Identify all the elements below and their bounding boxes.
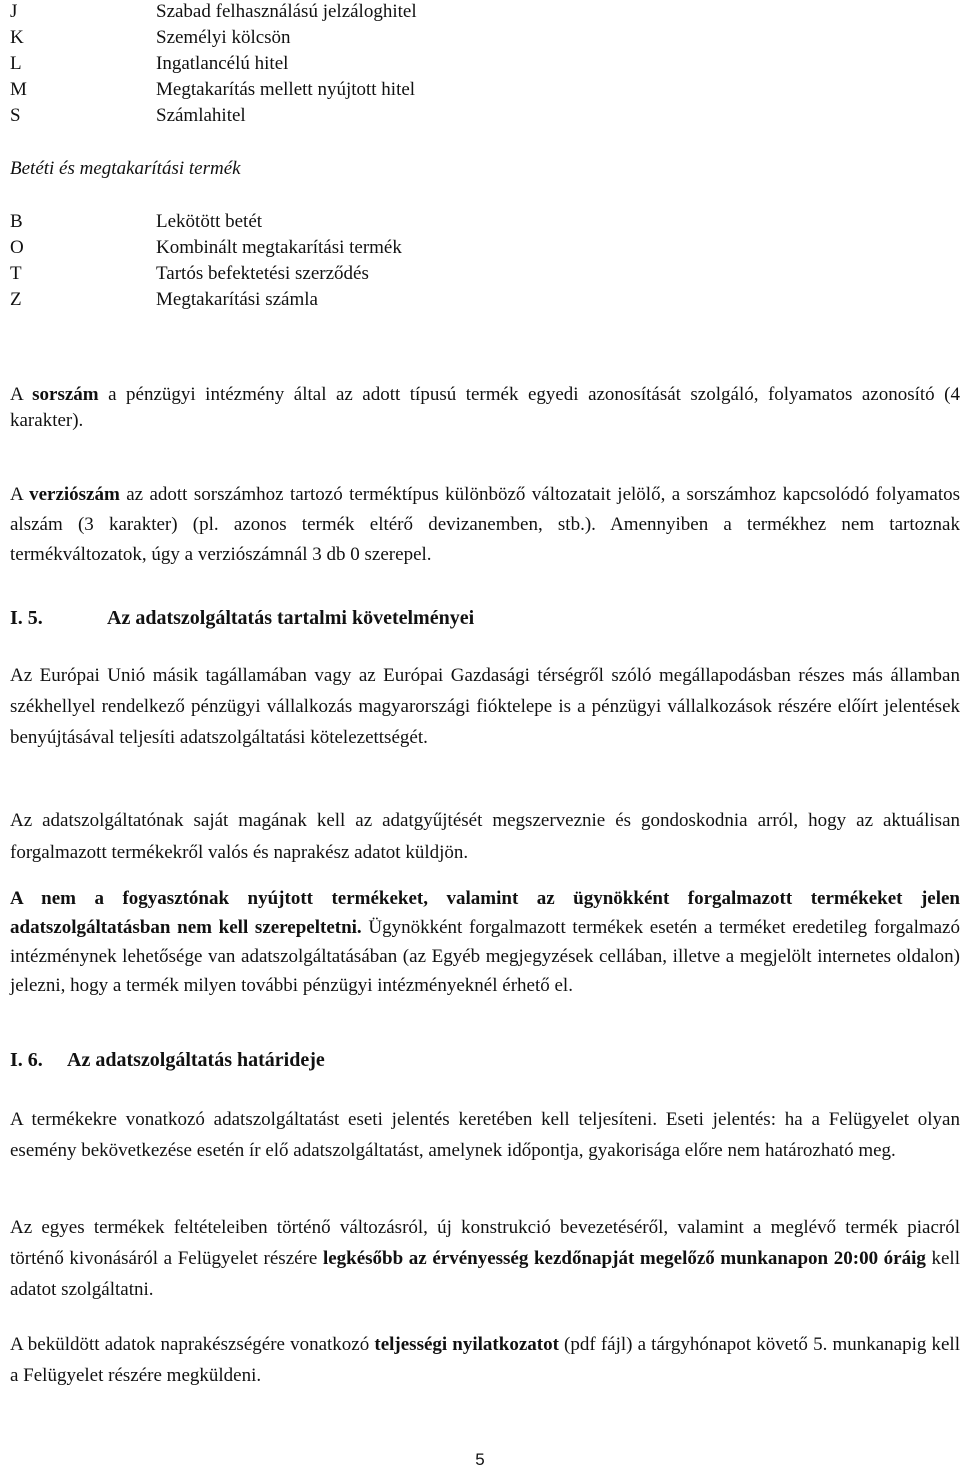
section-title: Az adatszolgáltatás tartalmi követelményei xyxy=(107,607,475,629)
list-item xyxy=(10,0,610,25)
product-code: M xyxy=(10,79,27,100)
list-item xyxy=(10,77,610,103)
product-code: L xyxy=(10,53,22,74)
product-code: S xyxy=(10,105,21,126)
text-run: kell adatot szolgáltatni. xyxy=(10,1248,960,1300)
bold-deadline: legkésőbb az érvényesség kezdőnapját megelőző munkanapon 20:00 óráig xyxy=(322,1248,926,1269)
product-label: Számlahitel xyxy=(156,105,246,126)
list-item xyxy=(10,209,610,235)
text-run: (pdf fájl) a tárgyhónapot követő 5. munkanapig kell a Felügyelet részére megküldeni. xyxy=(10,1334,960,1386)
text-run: Az egyes termékek feltételeiben történő változásról, új konstrukció bevezetéséről, valamint a meglévő termék piacról történő kivonásáról a Felügyelet részére xyxy=(10,1217,960,1269)
product-code: O xyxy=(10,237,24,258)
product-label: Személyi kölcsön xyxy=(156,27,291,48)
loan-product-code-list xyxy=(10,0,610,129)
text-run: Ügynökként forgalmazott termékek esetén a terméket eredetileg forgalmazó intézménynek lehetősége van adatszolgáltatásában (az Egyéb megjegyzések cellában, illetve a megjelölt internetes oldalon) jelezni, hogy a termék milyen további pénzügyi intézményeknél érhető el. xyxy=(10,917,960,996)
text-run: a pénzügyi intézmény által az adott típusú termék egyedi azonosítását szolgáló, folyamatos azonosító (4 karakter). xyxy=(10,384,960,431)
data-collection-paragraph: Az adatszolgáltatónak saját magának kell az adatgyűjtését megszerveznie és gondoskodnia arról, hogy az aktuálisan forgalmazott termékekről valós és naprakész adatot küldjön. xyxy=(10,810,960,863)
text-run: A xyxy=(10,384,33,405)
bold-term: teljességi nyilatkozatot xyxy=(374,1334,559,1355)
product-label: Szabad felhasználású jelzáloghitel xyxy=(156,1,417,22)
savings-product-code-list xyxy=(10,209,610,313)
list-item xyxy=(10,287,610,313)
product-label: Tartós befektetési szerződés xyxy=(156,263,369,284)
section-title: Az adatszolgáltatás határideje xyxy=(67,1049,325,1071)
product-label: Ingatlancélú hitel xyxy=(156,53,289,74)
bold-term: sorszám xyxy=(32,384,99,405)
section-number: I. 5. xyxy=(10,607,43,629)
text-run: A xyxy=(10,484,30,505)
bold-statement: A nem a fogyasztónak nyújtott termékeket, valamint az ügynökként forgalmazott termékeket jelen adatszolgáltatásban nem kell szerepeltetni. xyxy=(10,888,960,938)
declaration-paragraph xyxy=(10,1329,960,1391)
page-number: 5 xyxy=(475,1450,485,1469)
section-number: I. 6. xyxy=(10,1049,43,1071)
verzioszam-paragraph xyxy=(10,480,960,570)
list-item xyxy=(10,51,610,77)
product-label: Megtakarítás mellett nyújtott hitel xyxy=(156,79,416,100)
list-item xyxy=(10,103,610,129)
list-item xyxy=(10,261,610,287)
product-label: Lekötött betét xyxy=(156,211,263,232)
section-heading-6 xyxy=(10,1047,325,1073)
product-code: B xyxy=(10,211,23,232)
product-label: Megtakarítási számla xyxy=(156,289,318,310)
eseti-paragraph: A termékekre vonatkozó adatszolgáltatást eseti jelentés keretében kell teljesíteni. Eseti jelentés: ha a Felügyelet olyan esemény bekövetkezése esetén ír elő adatszolgáltatást, amelynek időpontja, gyakorisága előre nem határozható meg. xyxy=(10,1109,960,1161)
text-run: A beküldött adatok naprakészségére vonatkozó xyxy=(10,1334,375,1355)
eu-paragraph: Az Európai Unió másik tagállamában vagy az Európai Gazdasági térségről szóló megállapodásban részes más államban székhellyel rendelkező pénzügyi vállalkozás magyarországi fióktelepe is a pénzügyi vállalkozások részére előírt jelentések benyújtásával teljesíti adatszolgáltatási kötelezettségét. xyxy=(10,665,960,748)
section-heading-5 xyxy=(10,605,474,631)
product-code: T xyxy=(10,263,22,284)
bold-term: verziószám xyxy=(29,484,120,505)
sorszam-paragraph xyxy=(10,382,960,434)
changes-paragraph xyxy=(10,1212,960,1305)
text-run: az adott sorszámhoz tartozó terméktípus különböző változatait jelölő, a sorszámhoz kapcsolódó folyamatos alszám (3 karakter) (pl. azonos termék eltérő devizanemben, stb.). Amennyiben a termékhez nem tartoznak termékváltozatok, úgy a verziószámnál 3 db 0 szerepel. xyxy=(10,484,960,565)
consumer-paragraph xyxy=(10,884,960,1000)
product-label: Kombinált megtakarítási termék xyxy=(156,237,402,258)
product-code: K xyxy=(10,27,24,48)
product-code: J xyxy=(10,1,18,22)
product-code: Z xyxy=(10,289,22,310)
list-item xyxy=(10,235,610,261)
savings-subheading: Betéti és megtakarítási termék xyxy=(10,158,241,179)
list-item xyxy=(10,25,610,51)
